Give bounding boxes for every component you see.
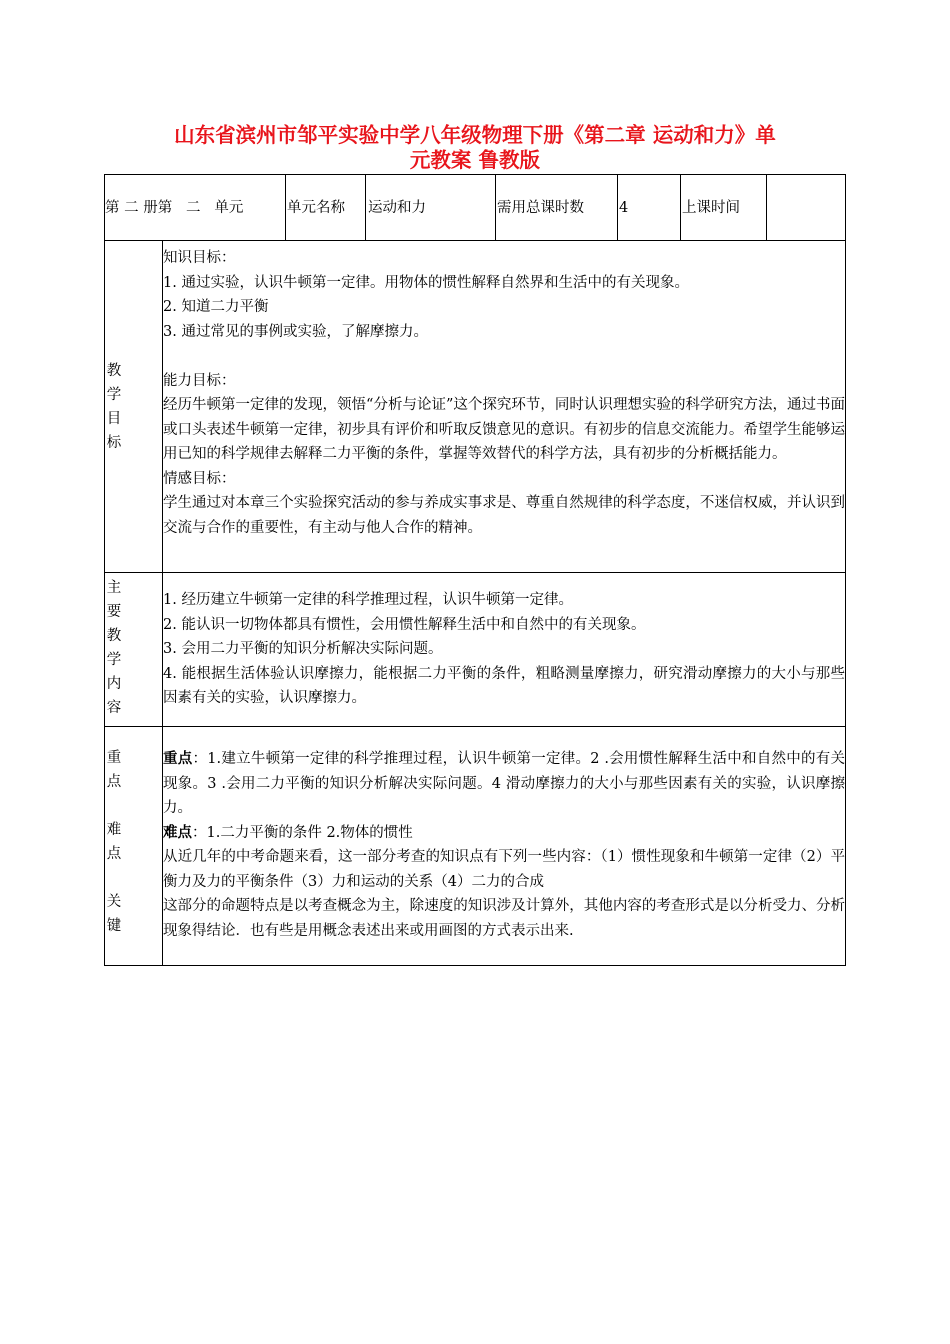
knowledge-item: 1. 通过实验，认识牛顿第一定律。用物体的惯性解释自然界和生活中的有关现象。: [163, 274, 689, 291]
side-char: 点: [106, 774, 122, 790]
side-char: 标: [106, 435, 122, 451]
side-char: 学: [106, 652, 122, 668]
difficulty-paragraph: [163, 821, 845, 846]
emotion-heading: 情感目标：: [163, 470, 236, 487]
header-divider-2: [365, 174, 366, 240]
exam-analysis-text: 从近几年的中考命题来看，这一部分考查的知识点有下列一些内容：（1）惯性现象和牛顿第一定律（2）平衡力及力的平衡条件（3）力和运动的关系（4）二力的合成: [163, 849, 845, 890]
class-time-label: 上课时间: [682, 200, 740, 216]
content-cell: [163, 588, 845, 711]
side-char: 教: [106, 363, 122, 379]
title-line-1: 山东省滨州市邹平实验中学八年级物理下册《第二章 运动和力》单: [174, 123, 776, 147]
side-char: 重: [106, 750, 122, 766]
exam-features-text: 这部分的命题特点是以考查概念为主，除速度的知识涉及计算外，其他内容的考查形式是以分析受力、分析现象得结论．也有些是用概念表述出来或用画图的方式表示出来.: [163, 898, 845, 939]
volume-unit-cell: 第 二 册第 二 单元: [105, 200, 244, 216]
header-divider-5: [680, 174, 681, 240]
difficulty-text: ：1.二力平衡的条件 2.物体的惯性: [192, 824, 413, 841]
table-row-divider-3: [104, 726, 846, 727]
content-item: 4. 能根据生活体验认识摩擦力，能根据二力平衡的条件，粗略测量摩擦力，研究滑动摩擦力的大小与那些因素有关的实验，认识摩擦力。: [163, 665, 845, 706]
document-title: [100, 123, 850, 173]
content-item: 2. 能认识一切物体都具有惯性，会用惯性解释生活中和自然中的有关现象。: [163, 616, 646, 633]
ability-text: 经历牛顿第一定律的发现，领悟“分析与论证”这个探究环节，同时认识理想实验的科学研究方法，通过书面或口头表述牛顿第一定律，初步具有评价和听取反馈意见的意识。有初步的信息交流能力。希望学生能够运用已知的科学规律去解释二力平衡的条件，掌握等效替代的科学方法，具有初步的分析概括能力。: [163, 397, 845, 462]
side-char: 关: [106, 894, 122, 910]
side-char: 键: [106, 918, 122, 934]
unit-name-value: 运动和力: [368, 200, 426, 216]
side-char: [104, 866, 124, 890]
side-char: 主: [106, 580, 122, 596]
header-divider-3: [495, 174, 496, 240]
ability-heading: 能力目标：: [163, 372, 236, 389]
side-char: 学: [106, 387, 122, 403]
content-item: 1. 经历建立牛顿第一定律的科学推理过程，认识牛顿第一定律。: [163, 592, 573, 608]
focus-paragraph: [163, 747, 845, 821]
side-char: 容: [106, 700, 122, 716]
side-char: 要: [106, 604, 122, 620]
unit-name-label: 单元名称: [287, 200, 345, 216]
header-divider-1: [285, 174, 286, 240]
knowledge-item: 3. 通过常见的事例或实验，了解摩擦力。: [163, 323, 428, 340]
objectives-side-label: [104, 359, 124, 455]
header-divider-6: [766, 174, 767, 240]
content-item: 3. 会用二力平衡的知识分析解决实际问题。: [163, 641, 443, 657]
title-line-2: 元教案 鲁教版: [409, 148, 541, 172]
content-side-label: [104, 576, 124, 720]
total-hours-value: 4: [619, 200, 629, 216]
table-border-right: [845, 174, 846, 966]
emotion-text: 学生通过对本章三个实验探究活动的参与养成实事求是、尊重自然规律的科学态度，不迷信权威，并认识到交流与合作的重要性，有主动与他人合作的精神。: [163, 495, 845, 536]
keypoints-cell: [163, 747, 845, 943]
header-divider-4: [617, 174, 618, 240]
side-char: 难: [106, 822, 122, 838]
objectives-cell: [163, 246, 845, 540]
side-char: [104, 794, 124, 818]
table-border-top: [104, 174, 846, 175]
focus-label: 重点: [163, 750, 193, 767]
side-char: 点: [106, 846, 122, 862]
table-row-divider-1: [104, 240, 846, 241]
knowledge-heading: 知识目标：: [163, 250, 236, 266]
side-char: 内: [106, 676, 122, 692]
total-hours-label: 需用总课时数: [497, 200, 584, 216]
table-border-bottom: [104, 965, 846, 966]
focus-text: ：1.建立牛顿第一定律的科学推理过程，认识牛顿第一定律。2 .会用惯性解释生活中和自然中的有关现象。3 .会用二力平衡的知识分析解决实际问题。4 滑动摩擦力的大小与那些因素有关的实验，认识摩擦力。: [163, 751, 845, 816]
knowledge-item: 2. 知道二力平衡: [163, 299, 269, 315]
difficulty-label: 难点: [163, 823, 192, 841]
side-char: 目: [106, 411, 122, 427]
table-row-divider-2: [104, 572, 846, 573]
keypoints-side-label: [104, 746, 124, 938]
side-char: 教: [106, 628, 122, 644]
